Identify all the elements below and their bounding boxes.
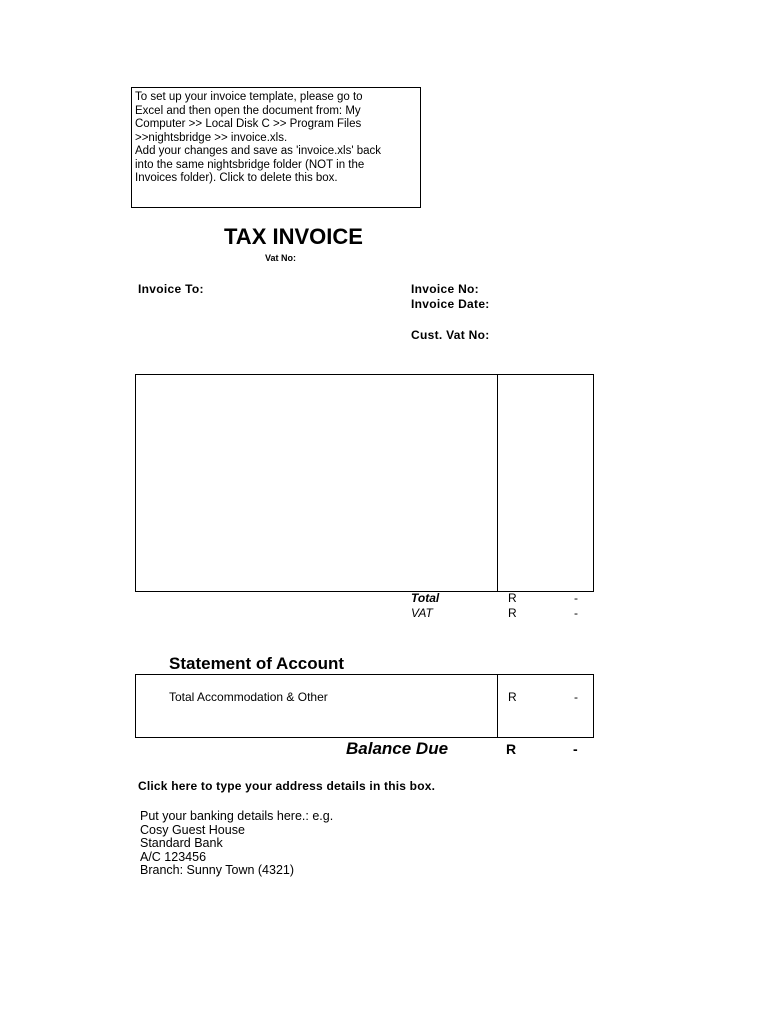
banking-details[interactable] bbox=[140, 810, 333, 878]
banking-line: Put your banking details here.: e.g. bbox=[140, 809, 334, 823]
banking-line: Standard Bank bbox=[140, 836, 223, 850]
note-line: into the same nightsbridge folder (NOT in the bbox=[135, 158, 365, 171]
invoice-date-label: Invoice Date: bbox=[411, 297, 490, 311]
note-line: To set up your invoice template, please go to bbox=[135, 91, 363, 103]
banking-line: Cosy Guest House bbox=[140, 822, 245, 837]
invoice-title: TAX INVOICE bbox=[224, 224, 363, 249]
note-line: >>nightsbridge >> invoice.xls. bbox=[135, 131, 288, 144]
vat-no-label: Vat No: bbox=[265, 253, 297, 263]
banking-line: Branch: Sunny Town (4321) bbox=[140, 863, 295, 877]
vat-currency: R bbox=[508, 606, 517, 620]
statement-row-currency: R bbox=[508, 690, 517, 704]
total-value: - bbox=[574, 591, 578, 605]
vat-label: VAT bbox=[411, 606, 433, 620]
total-currency: R bbox=[508, 591, 517, 605]
banking-line: A/C 123456 bbox=[140, 849, 207, 864]
line-items-area[interactable] bbox=[135, 374, 594, 592]
statement-divider bbox=[497, 674, 498, 738]
balance-due-currency: R bbox=[506, 741, 517, 757]
note-line: Add your changes and save as 'invoice.xls' back bbox=[135, 145, 382, 157]
amount-column-divider bbox=[497, 374, 498, 592]
note-line: Excel and then open the document from: My bbox=[135, 104, 361, 117]
balance-due-label: Balance Due bbox=[346, 739, 449, 758]
vat-value: - bbox=[574, 606, 578, 620]
statement-title: Statement of Account bbox=[169, 654, 345, 673]
statement-row-label: Total Accommodation & Other bbox=[169, 690, 328, 704]
invoice-to-label: Invoice To: bbox=[138, 282, 204, 296]
note-line: Computer >> Local Disk C >> Program Files bbox=[135, 118, 362, 130]
statement-box bbox=[135, 674, 594, 738]
setup-instructions-box[interactable] bbox=[131, 87, 421, 208]
invoice-no-label: Invoice No: bbox=[411, 282, 479, 296]
cust-vat-no-label: Cust. Vat No: bbox=[411, 328, 490, 342]
total-label: Total bbox=[411, 591, 440, 605]
balance-due-value: - bbox=[573, 741, 578, 757]
address-details-prompt[interactable]: Click here to type your address details in this box. bbox=[138, 779, 436, 793]
note-line: Invoices folder). Click to delete this box. bbox=[135, 172, 338, 184]
statement-row-value: - bbox=[574, 690, 578, 704]
